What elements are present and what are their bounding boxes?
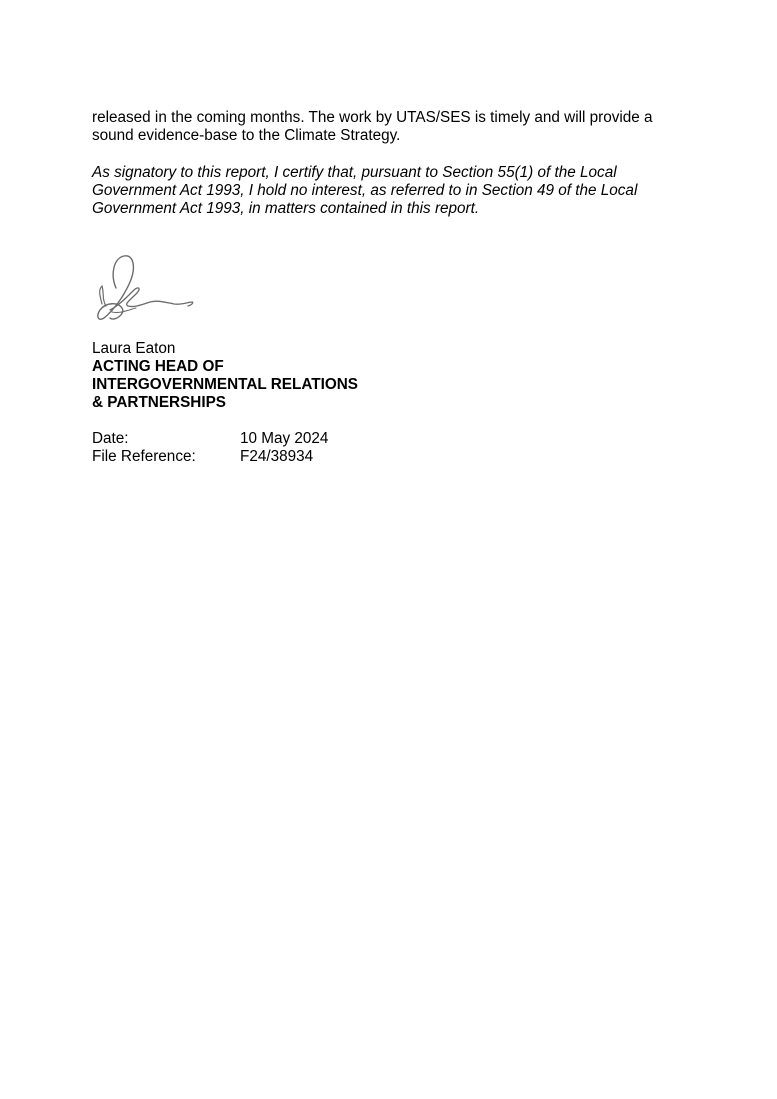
date-row xyxy=(92,430,492,448)
signatory-block xyxy=(92,340,492,412)
date-label: Date: xyxy=(92,430,129,447)
certification-line: As signatory to this report, I certify that, pursuant to Section 55(1) of the Local xyxy=(92,164,617,181)
signatory-title-line: ACTING HEAD OF xyxy=(92,358,224,375)
handwritten-signature xyxy=(92,252,202,328)
certification-line: Government Act 1993, I hold no interest, as referred to in Section 49 of the Local xyxy=(92,182,638,199)
signatory-title-line: & PARTNERSHIPS xyxy=(92,394,227,411)
file-reference-value: F24/38934 xyxy=(240,448,314,465)
report-metadata xyxy=(92,430,492,466)
certification-statement xyxy=(92,164,692,218)
date-value: 10 May 2024 xyxy=(240,430,329,447)
certification-line: Government Act 1993, in matters contained in this report. xyxy=(92,200,480,217)
closing-paragraph xyxy=(92,109,692,145)
signatory-name: Laura Eaton xyxy=(92,340,176,357)
signatory-title-line: INTERGOVERNMENTAL RELATIONS xyxy=(92,376,358,393)
file-reference-row xyxy=(92,448,492,466)
closing-paragraph-line: released in the coming months. The work by UTAS/SES is timely and will provide a xyxy=(92,109,653,126)
file-reference-label: File Reference: xyxy=(92,448,196,465)
closing-paragraph-line: sound evidence-base to the Climate Strategy. xyxy=(92,127,401,144)
